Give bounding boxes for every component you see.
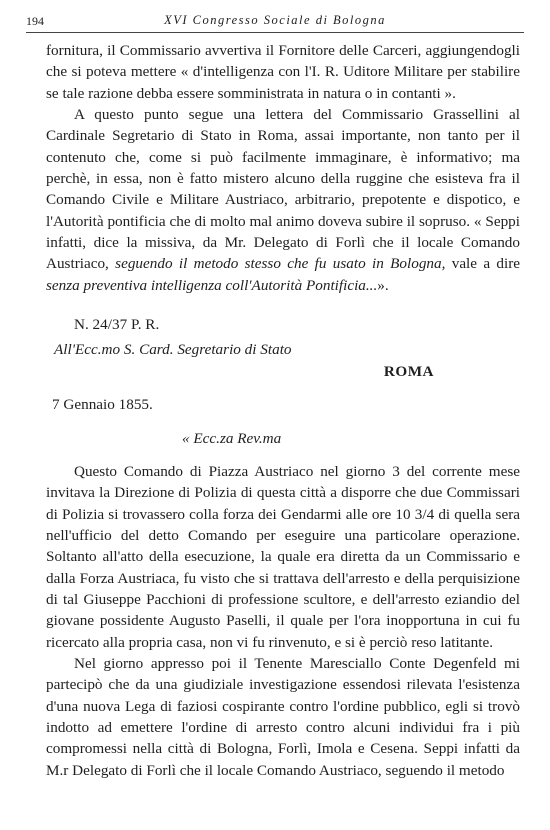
paragraph-intro-middle: vale a dire <box>445 255 521 273</box>
header-rule <box>26 32 524 33</box>
quoted-italic-phrase: seguendo il metodo stesso che fu usato in Bologna, <box>115 255 446 273</box>
letter-addressee: All'Ecc.mo S. Card. Segretario di Stato <box>54 341 292 359</box>
letter-body <box>46 461 520 781</box>
paragraph-intro-closing: ». <box>377 276 389 294</box>
paragraph-intro-text: A questo punto segue una lettera del Commissario Grassellini al Cardinale Segretario di Stato in Roma, assai importante, non tanto per il contenuto che, come si può facilmente immaginare, è informativo; ma perchè, in essa, non è fatto mistero alcuno della ruggine che esisteva fra il Comando Civile e Militare Austriaco, arbitrario, prepotente e dispotico, e l'Autorità pontificia che di molto mal animo doveva subire il sopruso. « Seppi infatti, dice la missiva, da Mr. Delegato di Forlì che il locale Comando Austriaco, <box>46 106 520 273</box>
page-number: 194 <box>26 14 44 28</box>
letter-heading <box>46 314 520 449</box>
letter-destination: ROMA <box>383 362 434 380</box>
paragraph-continuation: fornitura, il Commissario avvertiva il Fornitore delle Carceri, aggiungendogli che si poteva mettere « d'intelligenza con l'I. R. Uditore Militare per stabilire se tale razione debba essere somministrata in natura o in contanti ». <box>46 42 520 102</box>
letter-paragraph: Nel giorno appresso poi il Tenente Maresciallo Conte Degenfeld mi partecipò che da una giudiziale investigazione essendosi rilevata l'esistenza d'una nuova Lega di faziosi cospirante contro l'ordine pubblico, egli si trovò indotto ad emettere l'ordine di arresto contro alcuni individui fra i più compromessi nella città di Bologna, Forlì, Imola e Cesena. Seppi infatti da M.r Delegato di Forlì che il locale Comando Austriaco, seguendo il metodo <box>46 654 520 779</box>
paragraph-intro-letter <box>46 104 520 296</box>
letter-salutation: « Ecc.za Rev.ma <box>182 429 282 447</box>
letter-reference: N. 24/37 P. R. <box>74 316 160 334</box>
letter-date: 7 Gennaio 1855. <box>52 396 153 414</box>
quoted-italic-phrase-2: senza preventiva intelligenza coll'Autorità Pontificia... <box>46 276 378 294</box>
letter-paragraph: Questo Comando di Piazza Austriaco nel giorno 3 del corrente mese invitava la Direzione di Polizia di questa città a disporre che due Commissari di Polizia si trovassero colla forza dei Gendarmi alle ore 10 3/4 di quella sera nell'ufficio del detto Comando per eseguire una particolare operazione. Soltanto all'atto della esecuzione, la quale era diretta da un Commissario e dalla Forza Austriaca, fu visto che si trattava dell'arresto e della perquisizione di tal Giuseppe Pacchioni di professione scultore, e dell'arresto eziandio del giovane possidente Augusto Paselli, il quale per l'ora inopportuna in cui fu ricercato alla propria casa, non vi fu rinvenuto, e si è perciò reso latitante. <box>46 462 520 651</box>
running-title: XVI Congresso Sociale di Bologna <box>164 13 386 27</box>
page-body <box>46 40 520 781</box>
page-header <box>26 10 524 32</box>
